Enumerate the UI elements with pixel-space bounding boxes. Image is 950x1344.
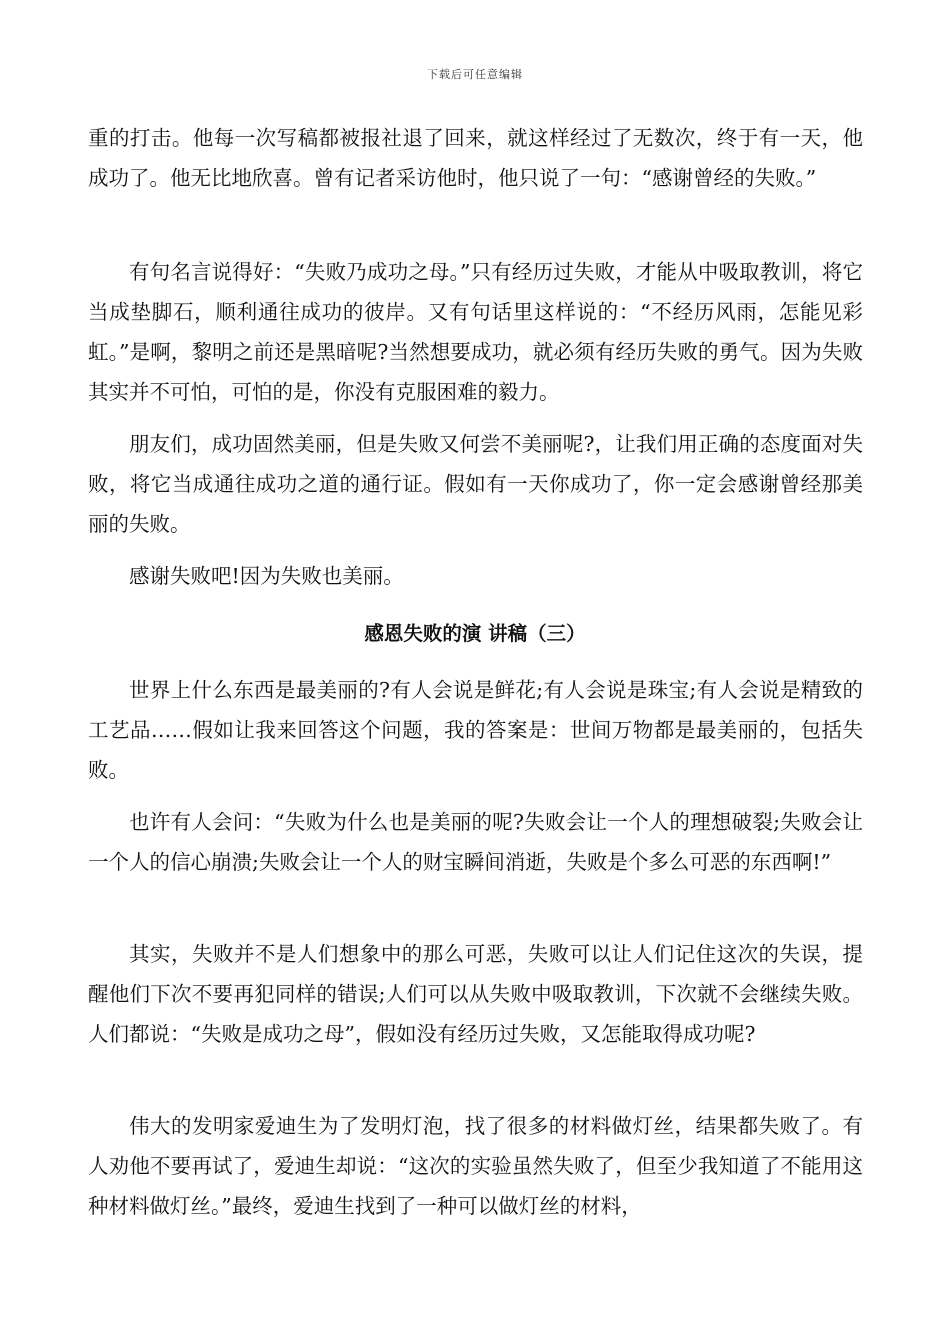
paragraph-1: 重的打击。他每一次写稿都被报社退了回来，就这样经过了无数次，终于有一天，他成功了。他无比地欣喜。曾有记者采访他时，他只说了一句：“感谢曾经的失败。” xyxy=(88,126,863,190)
page-header: 下载后可任意编辑 xyxy=(427,68,523,81)
paragraph-7: 其实，失败并不是人们想象中的那么可恶，失败可以让人们记住这次的失误，提醒他们下次不要再犯同样的错误;人们可以从失败中吸取教训，下次就不会继续失败。人们都说：“失败是成功之母”，假如没有经历过失败，又怎能取得成功呢? xyxy=(88,942,863,1046)
paragraph-8: 伟大的发明家爱迪生为了发明灯泡，找了很多的材料做灯丝，结果都失败了。有人劝他不要再试了，爱迪生却说：“这次的实验虽然失败了，但至少我知道了不能用这种材料做灯丝。”最终，爱迪生找到了一种可以做灯丝的材料， xyxy=(88,1114,863,1218)
paragraph-2: 有句名言说得好：“失败乃成功之母。”只有经历过失败，才能从中吸取教训，将它当成垫脚石，顺利通往成功的彼岸。又有句话里这样说的：“不经历风雨，怎能见彩虹。”是啊，黎明之前还是黑暗呢?当然想要成功，就必须有经历失败的勇气。因为失败其实并不可怕，可怕的是，你没有克服困难的毅力。 xyxy=(88,260,863,404)
paragraph-3: 朋友们，成功固然美丽，但是失败又何尝不美丽呢?，让我们用正确的态度面对失败，将它当成通往成功之道的通行证。假如有一天你成功了，你一定会感谢曾经那美丽的失败。 xyxy=(88,432,863,536)
paragraph-6: 也许有人会问：“失败为什么也是美丽的呢?失败会让一个人的理想破裂;失败会让一个人的信心崩溃;失败会让一个人的财宝瞬间消逝，失败是个多么可恶的东西啊!” xyxy=(88,810,863,874)
paragraph-5: 世界上什么东西是最美丽的?有人会说是鲜花;有人会说是珠宝;有人会说是精致的工艺品……假如让我来回答这个问题，我的答案是：世间万物都是最美丽的，包括失败。 xyxy=(88,678,863,782)
paragraph-4: 感谢失败吧!因为失败也美丽。 xyxy=(129,564,404,588)
section-heading: 感恩失败的演 讲稿（三） xyxy=(364,622,586,645)
